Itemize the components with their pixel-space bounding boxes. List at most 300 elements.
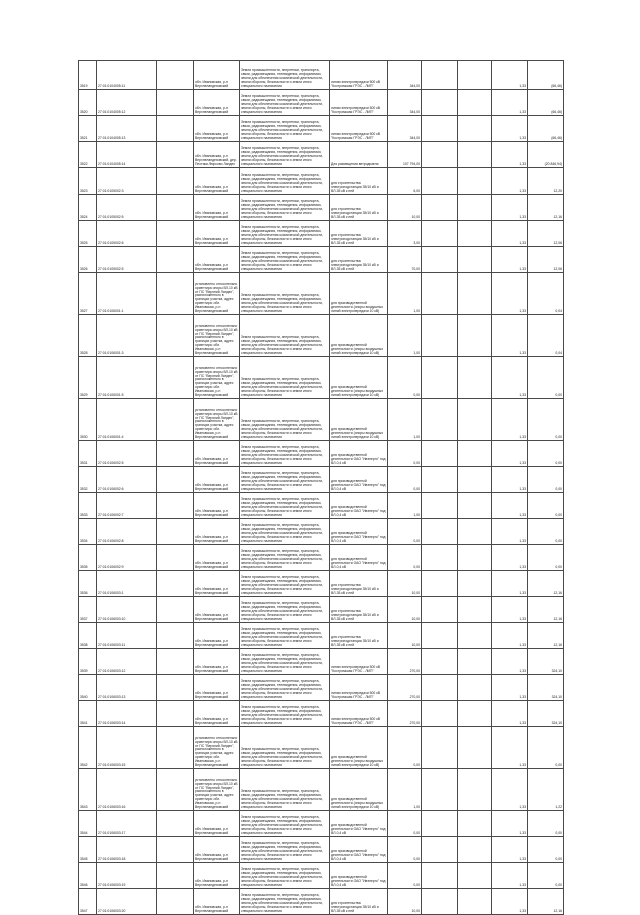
- permitted-use-cell: линии электропередачи 500 кВ "Костромская ГРЭС - ЛИП": [330, 116, 388, 142]
- table-row: [79, 675, 564, 701]
- permitted-use-cell: для производственной деятельности ОАО "Ивэнерго" под ВЛ-0,4 кВ: [330, 837, 388, 863]
- permitted-use-cell: для производственной деятельности ОАО "Ивэнерго" под ВЛ-0,4 кВ: [330, 441, 388, 467]
- value-cell: 324,10: [528, 675, 564, 701]
- land-category-cell: Земли промышленности, энергетики, транспорта, связи, радиовещания, телевидения, информатики, земли для обеспечения космической деятельности, земли обороны, безопасности и земли иного специального назначения: [240, 597, 330, 623]
- value-cell: 12,06: [528, 247, 564, 273]
- row-number: 3525: [79, 221, 97, 247]
- empty-cell: [157, 727, 194, 769]
- land-category-cell: Земли промышленности, энергетики, транспорта, связи, радиовещания, телевидения, информатики, земли для обеспечения космической деятельности, земли обороны, безопасности и земли иного специального назначения: [240, 493, 330, 519]
- land-category-cell: Земли промышленности, энергетики, транспорта, связи, радиовещания, телевидения, информатики, земли для обеспечения космической деятельности, земли обороны, безопасности и земли иного специального назначения: [240, 357, 330, 399]
- location-cell: обл. Ивановская, р-н Верхнеландеховский: [194, 863, 240, 889]
- empty-cell: [157, 545, 194, 571]
- location-cell: обл. Ивановская, р-н Верхнеландеховский: [194, 195, 240, 221]
- table-row: [79, 889, 564, 915]
- coefficient-cell: 1,33: [492, 623, 528, 649]
- location-cell: обл. Ивановская, р-н Верхнеландеховский: [194, 467, 240, 493]
- table-row: [79, 597, 564, 623]
- location-cell: обл. Ивановская, р-н Верхнеландеховский: [194, 168, 240, 195]
- row-number: 3532: [79, 467, 97, 493]
- empty-cell: [422, 357, 458, 399]
- empty-cell: [458, 623, 492, 649]
- permitted-use-cell: для строительства электроподстанции 35/10 кВ и ВЛ-35 кВ к ней: [330, 221, 388, 247]
- area-cell: 344,00: [388, 61, 422, 90]
- permitted-use-cell: для строительства электроподстанции 35/10 кВ и ВЛ-35 кВ к ней: [330, 889, 388, 915]
- area-cell: 6,00: [388, 168, 422, 195]
- coefficient-cell: 1,33: [492, 90, 528, 116]
- coefficient-cell: 1,33: [492, 116, 528, 142]
- area-cell: 0,00: [388, 837, 422, 863]
- location-cell: обл. Ивановская, р-н Верхнеландеховский: [194, 61, 240, 90]
- table-row: [79, 399, 564, 441]
- empty-cell: [422, 571, 458, 597]
- location-cell: обл. Ивановская, р-н Верхнеландеховский: [194, 571, 240, 597]
- empty-cell: [458, 221, 492, 247]
- value-cell: 0,00: [528, 811, 564, 837]
- empty-cell: [458, 889, 492, 915]
- coefficient-cell: 1,33: [492, 675, 528, 701]
- value-cell: 0,00: [528, 727, 564, 769]
- empty-cell: [458, 273, 492, 315]
- empty-cell: [422, 649, 458, 675]
- table-row: [79, 195, 564, 221]
- table-row: [79, 273, 564, 315]
- empty-cell: [458, 441, 492, 467]
- location-cell: обл. Ивановская, р-н Верхнеландеховский: [194, 623, 240, 649]
- empty-cell: [157, 571, 194, 597]
- value-cell: 0,00: [528, 837, 564, 863]
- empty-cell: [458, 467, 492, 493]
- land-category-cell: Земли промышленности, энергетики, транспорта, связи, радиовещания, телевидения, информатики, земли для обеспечения космической деятельности, земли обороны, безопасности и земли иного специального назначения: [240, 273, 330, 315]
- empty-cell: [458, 142, 492, 168]
- land-category-cell: Земли промышленности, энергетики, транспорта, связи, радиовещания, телевидения, информатики, земли для обеспечения космической деятельности, земли обороны, безопасности и земли иного специального назначения: [240, 247, 330, 273]
- land-category-cell: Земли промышленности, энергетики, транспорта, связи, радиовещания, телевидения, информатики, земли для обеспечения космической деятельности, земли обороны, безопасности и земли иного специального назначения: [240, 168, 330, 195]
- value-cell: 12,16: [528, 597, 564, 623]
- area-cell: 0,00: [388, 357, 422, 399]
- permitted-use-cell: для производственной деятельности ОАО "Ивэнерго" под ВЛ-0,4 кВ: [330, 545, 388, 571]
- empty-cell: [458, 493, 492, 519]
- table-row: [79, 168, 564, 195]
- value-cell: 12,06: [528, 221, 564, 247]
- land-category-cell: Земли промышленности, энергетики, транспорта, связи, радиовещания, телевидения, информатики, земли для обеспечения космической деятельности, земли обороны, безопасности и земли иного специального назначения: [240, 315, 330, 357]
- area-cell: 0,00: [388, 863, 422, 889]
- empty-cell: [458, 90, 492, 116]
- area-cell: 70,00: [388, 247, 422, 273]
- row-number: 3540: [79, 675, 97, 701]
- table-row: [79, 221, 564, 247]
- permitted-use-cell: для строительства электроподстанции 35/10 кВ и ВЛ-35 кВ к ней: [330, 168, 388, 195]
- area-cell: 1,00: [388, 273, 422, 315]
- land-category-cell: Земли промышленности, энергетики, транспорта, связи, радиовещания, телевидения, информатики, земли для обеспечения космической деятельности, земли обороны, безопасности и земли иного специального назначения: [240, 519, 330, 545]
- empty-cell: [458, 811, 492, 837]
- coefficient-cell: 1,33: [492, 168, 528, 195]
- table-row: [79, 701, 564, 727]
- coefficient-cell: 1,33: [492, 61, 528, 90]
- coefficient-cell: 1,33: [492, 701, 528, 727]
- cadastral-number: 27:01:0106003:13: [97, 675, 157, 701]
- permitted-use-cell: для строительства электроподстанции 35/10 кВ и ВЛ-35 кВ к ней: [330, 597, 388, 623]
- empty-cell: [422, 545, 458, 571]
- area-cell: 0,00: [388, 811, 422, 837]
- coefficient-cell: 1,33: [492, 399, 528, 441]
- permitted-use-cell: для производственной деятельности (опоры воздушных линий электропередачи 10 кВ): [330, 315, 388, 357]
- value-cell: 12,16: [528, 195, 564, 221]
- land-category-cell: Земли промышленности, энергетики, транспорта, связи, радиовещания, телевидения, информатики, земли для обеспечения космической деятельности, земли обороны, безопасности и земли иного специального назначения: [240, 863, 330, 889]
- empty-cell: [422, 837, 458, 863]
- empty-cell: [157, 837, 194, 863]
- empty-cell: [422, 441, 458, 467]
- empty-cell: [422, 142, 458, 168]
- area-cell: 344,00: [388, 90, 422, 116]
- table-row: [79, 727, 564, 769]
- cadastral-number: 27:01:0105002:5: [97, 247, 157, 273]
- location-cell: установлено относительно ориентира опоры ВЛ-10 кВ от ПС "Верхний Ландех", расположенного в границах участка, адрес ориентира: обл. Ивановская, р-н Верхнеландеховский: [194, 315, 240, 357]
- empty-cell: [422, 315, 458, 357]
- empty-cell: [422, 597, 458, 623]
- land-category-cell: Земли промышленности, энергетики, транспорта, связи, радиовещания, телевидения, информатики, земли для обеспечения космической деятельности, земли обороны, безопасности и земли иного специального назначения: [240, 545, 330, 571]
- empty-cell: [458, 649, 492, 675]
- row-number: 3526: [79, 247, 97, 273]
- cadastral-number: 27:01:0106003:10: [97, 597, 157, 623]
- location-cell: установлено относительно ориентира опоры ВЛ-10 кВ от ПС "Верхний Ландех", расположенного в границах участка, адрес ориентира: обл. Ивановская, р-н Верхнеландеховский: [194, 727, 240, 769]
- area-cell: 270,00: [388, 649, 422, 675]
- empty-cell: [157, 399, 194, 441]
- area-cell: 1,00: [388, 769, 422, 811]
- table-row: [79, 811, 564, 837]
- area-cell: 10,00: [388, 195, 422, 221]
- permitted-use-cell: для производственной деятельности (опоры воздушных линий электропередачи 10 кВ): [330, 357, 388, 399]
- value-cell: 0,04: [528, 315, 564, 357]
- table-row: [79, 467, 564, 493]
- empty-cell: [157, 168, 194, 195]
- area-cell: 10,00: [388, 597, 422, 623]
- permitted-use-cell: для производственной деятельности (опоры воздушных линий электропередачи 10 кВ): [330, 769, 388, 811]
- row-number: 3539: [79, 649, 97, 675]
- empty-cell: [458, 701, 492, 727]
- empty-cell: [157, 675, 194, 701]
- empty-cell: [422, 701, 458, 727]
- table-row: [79, 571, 564, 597]
- coefficient-cell: 1,33: [492, 357, 528, 399]
- permitted-use-cell: линии электропередачи 500 кВ "Костромская ГРЭС - ЛИП": [330, 701, 388, 727]
- table-row: [79, 142, 564, 168]
- permitted-use-cell: для строительства электроподстанции 35/10 кВ и ВЛ-35 кВ к ней: [330, 195, 388, 221]
- location-cell: обл. Ивановская, р-н Верхнеландеховский: [194, 597, 240, 623]
- area-cell: 107 794,00: [388, 142, 422, 168]
- table-body: [79, 61, 564, 915]
- empty-cell: [422, 399, 458, 441]
- location-cell: установлено относительно ориентира опоры ВЛ-10 кВ от ПС "Верхний Ландех", расположенного в границах участка, адрес ориентира: обл. Ивановская, р-н Верхнеландеховский: [194, 399, 240, 441]
- empty-cell: [157, 769, 194, 811]
- coefficient-cell: 1,33: [492, 597, 528, 623]
- empty-cell: [157, 90, 194, 116]
- location-cell: обл. Ивановская, р-н Верхнеландеховский: [194, 545, 240, 571]
- location-cell: обл. Ивановская, р-н Верхнеландеховский: [194, 675, 240, 701]
- empty-cell: [458, 769, 492, 811]
- permitted-use-cell: линии электропередачи 500 кВ "Костромская ГРЭС - ЛИП": [330, 649, 388, 675]
- coefficient-cell: 1,33: [492, 571, 528, 597]
- empty-cell: [458, 195, 492, 221]
- location-cell: установлено относительно ориентира опоры ВЛ-10 кВ от ПС "Верхний Ландех", расположенного в границах участка, адрес ориентира: обл. Ивановская, р-н Верхнеландеховский: [194, 357, 240, 399]
- value-cell: 12,16: [528, 623, 564, 649]
- location-cell: обл. Ивановская, р-н Верхнеландеховский: [194, 441, 240, 467]
- value-cell: (66,46): [528, 116, 564, 142]
- table-row: [79, 315, 564, 357]
- empty-cell: [458, 571, 492, 597]
- coefficient-cell: 1,33: [492, 863, 528, 889]
- empty-cell: [422, 769, 458, 811]
- area-cell: 344,00: [388, 116, 422, 142]
- cadastral-number: 27:01:0106003:20: [97, 889, 157, 915]
- land-category-cell: Земли промышленности, энергетики, транспорта, связи, радиовещания, телевидения, информатики, земли для обеспечения космической деятельности, земли обороны, безопасности и земли иного специального назначения: [240, 441, 330, 467]
- empty-cell: [422, 61, 458, 90]
- land-category-cell: Земли промышленности, энергетики, транспорта, связи, радиовещания, телевидения, информатики, земли для обеспечения космической деятельности, земли обороны, безопасности и земли иного специального назначения: [240, 701, 330, 727]
- empty-cell: [458, 837, 492, 863]
- coefficient-cell: 1,33: [492, 837, 528, 863]
- area-cell: 10,00: [388, 889, 422, 915]
- empty-cell: [157, 357, 194, 399]
- empty-cell: [422, 519, 458, 545]
- coefficient-cell: 1,33: [492, 467, 528, 493]
- empty-cell: [458, 675, 492, 701]
- permitted-use-cell: для производственной деятельности ОАО "Ивэнерго" под ВЛ-0,4 кВ: [330, 811, 388, 837]
- row-number: 3531: [79, 441, 97, 467]
- land-category-cell: Земли промышленности, энергетики, транспорта, связи, радиовещания, телевидения, информатики, земли для обеспечения космической деятельности, земли обороны, безопасности и земли иного специального назначения: [240, 837, 330, 863]
- empty-cell: [157, 863, 194, 889]
- permitted-use-cell: для строительства электроподстанции 35/10 кВ и ВЛ-35 кВ к ней: [330, 623, 388, 649]
- empty-cell: [157, 441, 194, 467]
- area-cell: 0,00: [388, 519, 422, 545]
- empty-cell: [157, 889, 194, 915]
- permitted-use-cell: для производственной деятельности ОАО "Ивэнерго" под ВЛ-0,4 кВ: [330, 493, 388, 519]
- value-cell: 0,00: [528, 493, 564, 519]
- cadastral-number: 27:01:0105002:6: [97, 221, 157, 247]
- row-number: 3544: [79, 811, 97, 837]
- row-number: 3524: [79, 195, 97, 221]
- coefficient-cell: 1,33: [492, 493, 528, 519]
- cadastral-number: 27:01:0106003:17: [97, 811, 157, 837]
- row-number: 3538: [79, 623, 97, 649]
- row-number: 3546: [79, 863, 97, 889]
- row-number: 3536: [79, 571, 97, 597]
- empty-cell: [458, 315, 492, 357]
- empty-cell: [157, 247, 194, 273]
- empty-cell: [422, 195, 458, 221]
- table-row: [79, 649, 564, 675]
- location-cell: обл. Ивановская, р-н Верхнеландеховский: [194, 811, 240, 837]
- row-number: 3537: [79, 597, 97, 623]
- table-row: [79, 61, 564, 90]
- empty-cell: [422, 863, 458, 889]
- row-number: 3541: [79, 701, 97, 727]
- coefficient-cell: 1,33: [492, 545, 528, 571]
- permitted-use-cell: для производственной деятельности (опоры воздушных линий электропередачи 10 кВ): [330, 399, 388, 441]
- row-number: 3521: [79, 116, 97, 142]
- location-cell: обл. Ивановская, р-н Верхнеландеховский: [194, 221, 240, 247]
- value-cell: (66,46): [528, 90, 564, 116]
- row-number: 3542: [79, 727, 97, 769]
- land-category-cell: Земли промышленности, энергетики, транспорта, связи, радиовещания, телевидения, информатики, земли для обеспечения космической деятельности, земли обороны, безопасности и земли иного специального назначения: [240, 195, 330, 221]
- value-cell: 12,20: [528, 168, 564, 195]
- empty-cell: [458, 357, 492, 399]
- permitted-use-cell: для производственной деятельности ОАО "Ивэнерго" под ВЛ-0,4 кВ: [330, 519, 388, 545]
- empty-cell: [422, 273, 458, 315]
- empty-cell: [157, 221, 194, 247]
- area-cell: 1,00: [388, 493, 422, 519]
- location-cell: обл. Ивановская, р-н Верхнеландеховский: [194, 519, 240, 545]
- cadastral-number: 27:01:0106002:5: [97, 441, 157, 467]
- location-cell: обл. Ивановская, р-н Верхнеландеховский: [194, 889, 240, 915]
- table-row: [79, 90, 564, 116]
- land-category-cell: Земли промышленности, энергетики, транспорта, связи, радиовещания, телевидения, информатики, земли для обеспечения космической деятельности, земли обороны, безопасности и земли иного специального назначения: [240, 811, 330, 837]
- empty-cell: [157, 623, 194, 649]
- permitted-use-cell: линии электропередачи 500 кВ "Костромская ГРЭС - ЛИП": [330, 90, 388, 116]
- permitted-use-cell: для производственной деятельности ОАО "Ивэнерго" под ВЛ-0,4 кВ: [330, 467, 388, 493]
- table-row: [79, 769, 564, 811]
- cadastral-number: 27:01:0106001:3: [97, 315, 157, 357]
- empty-cell: [157, 701, 194, 727]
- table-row: [79, 545, 564, 571]
- location-cell: обл. Ивановская, р-н Верхнеландеховский: [194, 649, 240, 675]
- coefficient-cell: 1,33: [492, 273, 528, 315]
- permitted-use-cell: линии электропередачи 500 кВ "Костромская ГРЭС - ЛИП": [330, 61, 388, 90]
- area-cell: 3,00: [388, 221, 422, 247]
- empty-cell: [157, 273, 194, 315]
- location-cell: обл. Ивановская, р-н Верхнеландеховский: [194, 116, 240, 142]
- permitted-use-cell: для производственной деятельности ОАО "Ивэнерго" под ВЛ-0,4 кВ: [330, 863, 388, 889]
- location-cell: обл. Ивановская, р-н Верхнеландеховский: [194, 837, 240, 863]
- location-cell: обл. Ивановская, р-н Верхнеландеховский: [194, 493, 240, 519]
- empty-cell: [157, 142, 194, 168]
- value-cell: 12,16: [528, 571, 564, 597]
- empty-cell: [458, 545, 492, 571]
- value-cell: 0,04: [528, 273, 564, 315]
- value-cell: 0,00: [528, 863, 564, 889]
- empty-cell: [157, 649, 194, 675]
- row-number: 3535: [79, 545, 97, 571]
- row-number: 3545: [79, 837, 97, 863]
- empty-cell: [157, 597, 194, 623]
- value-cell: 324,10: [528, 649, 564, 675]
- land-category-cell: Земли промышленности, энергетики, транспорта, связи, радиовещания, телевидения, информатики, земли для обеспечения космической деятельности, земли обороны, безопасности и земли иного специального назначения: [240, 90, 330, 116]
- coefficient-cell: 1,33: [492, 769, 528, 811]
- value-cell: (20 846,94): [528, 142, 564, 168]
- location-cell: обл. Ивановская, р-н Верхнеландеховский: [194, 701, 240, 727]
- cadastral-number: 27:01:0106003:1: [97, 571, 157, 597]
- value-cell: 1,22: [528, 769, 564, 811]
- land-category-cell: Земли промышленности, энергетики, транспорта, связи, радиовещания, телевидения, информатики, земли для обеспечения космической деятельности, земли обороны, безопасности и земли иного специального назначения: [240, 675, 330, 701]
- land-category-cell: Земли промышленности, энергетики, транспорта, связи, радиовещания, телевидения, информатики, земли для обеспечения космической деятельности, земли обороны, безопасности и земли иного специального назначения: [240, 727, 330, 769]
- empty-cell: [157, 61, 194, 90]
- area-cell: 10,00: [388, 623, 422, 649]
- land-category-cell: Земли промышленности, энергетики, транспорта, связи, радиовещания, телевидения, информатики, земли для обеспечения космической деятельности, земли обороны, безопасности и земли иного специального назначения: [240, 623, 330, 649]
- empty-cell: [422, 727, 458, 769]
- empty-cell: [458, 519, 492, 545]
- empty-cell: [422, 493, 458, 519]
- empty-cell: [422, 623, 458, 649]
- empty-cell: [157, 519, 194, 545]
- area-cell: 270,00: [388, 675, 422, 701]
- land-category-cell: Земли промышленности, энергетики, транспорта, связи, радиовещания, телевидения, информатики, земли для обеспечения космической деятельности, земли обороны, безопасности и земли иного специального назначения: [240, 571, 330, 597]
- coefficient-cell: 1,33: [492, 195, 528, 221]
- cadastral-number: 27:01:0106001:4: [97, 399, 157, 441]
- table-row: [79, 837, 564, 863]
- cadastral-number: 27:01:0104005:14: [97, 142, 157, 168]
- location-cell: установлено относительно ориентира опоры ВЛ-10 кВ от ПС "Верхний Ландех", расположенного в границах участка, адрес ориентира: обл. Ивановская, р-н Верхнеландеховский: [194, 273, 240, 315]
- coefficient-cell: 1,33: [492, 727, 528, 769]
- cadastral-number: 27:01:0106003:16: [97, 769, 157, 811]
- area-cell: 0,00: [388, 727, 422, 769]
- table-row: [79, 623, 564, 649]
- coefficient-cell: 1,33: [492, 811, 528, 837]
- table-row: [79, 493, 564, 519]
- empty-cell: [458, 399, 492, 441]
- empty-cell: [157, 467, 194, 493]
- row-number: 3547: [79, 889, 97, 915]
- land-category-cell: Земли промышленности, энергетики, транспорта, связи, радиовещания, телевидения, информатики, земли для обеспечения космической деятельности, земли обороны, безопасности и земли иного специального назначения: [240, 769, 330, 811]
- cadastral-number: 27:01:0105002:5: [97, 195, 157, 221]
- table-row: [79, 863, 564, 889]
- value-cell: 0,00: [528, 545, 564, 571]
- row-number: 3528: [79, 315, 97, 357]
- permitted-use-cell: Для размещения ветродизеля: [330, 142, 388, 168]
- location-cell: обл. Ивановская, р-н Верхнеландеховский: [194, 247, 240, 273]
- cadastral-number: 27:01:0106002:9: [97, 545, 157, 571]
- cadastral-number: 27:01:0104005:11: [97, 61, 157, 90]
- row-number: 3529: [79, 357, 97, 399]
- empty-cell: [458, 727, 492, 769]
- table-row: [79, 247, 564, 273]
- location-cell: установлено относительно ориентира опоры ВЛ-10 кВ от ПС "Верхний Ландех", расположенного в границах участка, адрес ориентира: обл. Ивановская, р-н Верхнеландеховский: [194, 769, 240, 811]
- location-cell: обл. Ивановская, р-н Верхнеландеховский, дер. Пестяки-Фирсово Ландех: [194, 142, 240, 168]
- area-cell: 270,00: [388, 701, 422, 727]
- land-category-cell: Земли промышленности, энергетики, транспорта, связи, радиовещания, телевидения, информатики, земли для обеспечения космической деятельности, земли обороны, безопасности и земли иного специального назначения: [240, 61, 330, 90]
- cadastral-number: 27:01:0105002:3: [97, 168, 157, 195]
- coefficient-cell: 1,33: [492, 315, 528, 357]
- permitted-use-cell: для строительства электроподстанции 35/10 кВ и ВЛ-35 кВ к ней: [330, 247, 388, 273]
- coefficient-cell: 1,33: [492, 889, 528, 915]
- cadastral-number: 27:01:0106003:14: [97, 701, 157, 727]
- value-cell: 0,00: [528, 357, 564, 399]
- empty-cell: [157, 315, 194, 357]
- coefficient-cell: 1,33: [492, 441, 528, 467]
- row-number: 3530: [79, 399, 97, 441]
- value-cell: 0,00: [528, 441, 564, 467]
- land-category-cell: Земли промышленности, энергетики, транспорта, связи, радиовещания, телевидения, информатики, земли для обеспечения космической деятельности, земли обороны, безопасности и земли иного специального назначения: [240, 142, 330, 168]
- land-category-cell: Земли промышленности, энергетики, транспорта, связи, радиовещания, телевидения, информатики, земли для обеспечения космической деятельности, земли обороны, безопасности и земли иного специального назначения: [240, 467, 330, 493]
- cadastral-number: 27:01:0106003:12: [97, 649, 157, 675]
- value-cell: 0,00: [528, 519, 564, 545]
- empty-cell: [422, 90, 458, 116]
- cadastral-number: 27:01:0106003:19: [97, 863, 157, 889]
- row-number: 3520: [79, 90, 97, 116]
- row-number: 3534: [79, 519, 97, 545]
- land-category-cell: Земли промышленности, энергетики, транспорта, связи, радиовещания, телевидения, информатики, земли для обеспечения космической деятельности, земли обороны, безопасности и земли иного специального назначения: [240, 399, 330, 441]
- land-category-cell: Земли промышленности, энергетики, транспорта, связи, радиовещания, телевидения, информатики, земли для обеспечения космической деятельности, земли обороны, безопасности и земли иного специального назначения: [240, 649, 330, 675]
- empty-cell: [458, 61, 492, 90]
- cadastral-number: 27:01:0104005:13: [97, 116, 157, 142]
- row-number: 3527: [79, 273, 97, 315]
- table-row: [79, 116, 564, 142]
- row-number: 3522: [79, 142, 97, 168]
- empty-cell: [157, 195, 194, 221]
- cadastral-number: 27:01:0106003:11: [97, 623, 157, 649]
- empty-cell: [458, 247, 492, 273]
- permitted-use-cell: для производственной деятельности (опоры воздушных линий электропередачи 10 кВ): [330, 727, 388, 769]
- empty-cell: [422, 811, 458, 837]
- location-cell: обл. Ивановская, р-н Верхнеландеховский: [194, 90, 240, 116]
- value-cell: 0,00: [528, 467, 564, 493]
- area-cell: 0,00: [388, 467, 422, 493]
